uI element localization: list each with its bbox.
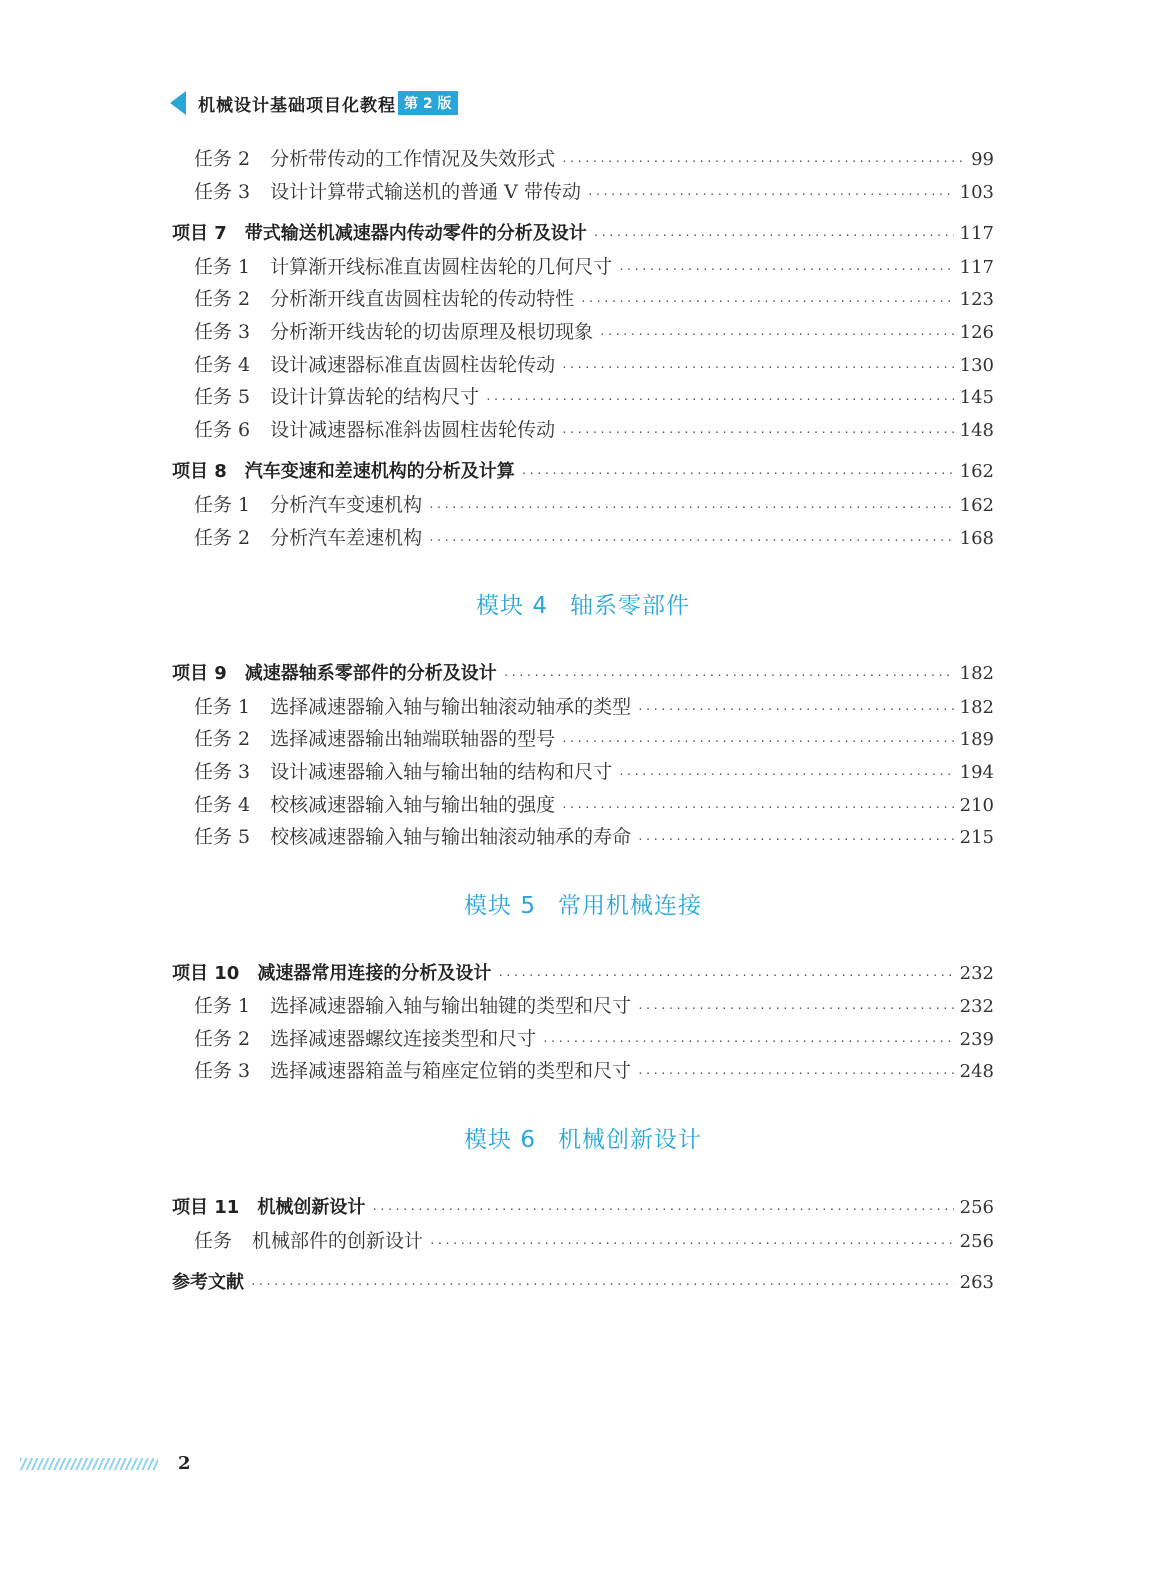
toc-entry-label: [194, 1023, 536, 1056]
toc-entry-number: 任务 2: [194, 148, 251, 170]
toc-task-entry[interactable]: [172, 691, 994, 724]
toc-entry-number: 任务 5: [194, 386, 251, 409]
toc-page-number: 117: [959, 223, 994, 245]
toc-task-entry[interactable]: [172, 522, 994, 555]
dot-leader: [637, 694, 953, 727]
toc-task-entry[interactable]: [172, 990, 994, 1023]
toc-entry-title: 汽车变速和差速机构的分析及计算: [244, 461, 515, 483]
toc-entry-title: 减速器轴系零部件的分析及设计: [244, 663, 497, 685]
toc-entry-label: [194, 1225, 423, 1258]
running-header: [170, 90, 458, 116]
toc-page-number: 256: [959, 1197, 994, 1219]
module-number: 模块 4: [476, 593, 548, 620]
toc-entry-title: 选择减速器输入轴与输出轴键的类型和尺寸: [270, 995, 632, 1018]
toc-entry-title: 设计减速器标准斜齿圆柱齿轮传动: [270, 418, 556, 441]
module-heading: [172, 864, 994, 948]
dot-leader: [561, 726, 953, 759]
toc-entry-label: [194, 489, 422, 522]
toc-task-entry[interactable]: [172, 283, 994, 316]
toc-entry-number: 任务 1: [194, 695, 251, 718]
toc-entry-number: 任务 6: [194, 418, 251, 441]
toc-entry-number: 项目 11: [172, 1197, 240, 1219]
toc-page-number: 232: [959, 962, 994, 984]
dot-leader: [503, 660, 954, 693]
toc-page-number: 182: [959, 663, 994, 685]
toc-entry-number: 任务 2: [194, 728, 251, 751]
toc-page-number: 168: [959, 527, 994, 549]
toc-page-number: 256: [959, 1230, 994, 1252]
module-heading: [172, 564, 994, 648]
toc-entry-label: [194, 176, 581, 209]
toc-entry-title: 选择减速器输出轴端联轴器的型号: [270, 728, 556, 751]
dot-leader: [593, 220, 954, 253]
dot-leader: [497, 960, 953, 993]
toc-entry-title: 分析渐开线齿轮的切齿原理及根切现象: [270, 320, 594, 343]
toc-task-entry[interactable]: [172, 316, 994, 349]
toc-page-number: 215: [959, 827, 994, 849]
toc-entry-number: 项目 8: [172, 461, 227, 483]
toc-task-entry[interactable]: [172, 723, 994, 756]
toc-entry-label: [194, 821, 631, 854]
toc-entry-title: 设计减速器标准直齿圆柱齿轮传动: [270, 353, 556, 376]
toc-page-number: 117: [959, 256, 994, 278]
toc-entry-title: 参考文献: [172, 1272, 244, 1294]
dot-leader: [587, 179, 954, 212]
toc-entry-label: [194, 522, 422, 555]
toc-entry-label: [194, 756, 612, 789]
toc-task-entry[interactable]: [172, 821, 994, 854]
toc-task-entry[interactable]: [172, 251, 994, 284]
toc-task-entry[interactable]: [172, 414, 994, 447]
toc-entry-label: [172, 958, 491, 991]
toc-entry-label: [194, 143, 555, 176]
toc-page-number: 182: [959, 696, 994, 718]
toc-entry-number: 任务 3: [194, 320, 251, 343]
dot-leader: [485, 384, 953, 417]
toc-entry-label: [194, 414, 555, 447]
toc-page-number: 162: [959, 461, 994, 483]
toc-project-entry[interactable]: [172, 658, 994, 691]
toc-entry-number: 任务 2: [194, 526, 251, 549]
toc-entry-label: [194, 723, 555, 756]
toc-task-entry[interactable]: [172, 381, 994, 414]
dot-leader: [637, 824, 953, 857]
toc-entry-label: [194, 789, 555, 822]
toc-entry-title: 分析汽车差速机构: [270, 526, 423, 549]
dot-leader: [637, 1058, 953, 1091]
dot-leader: [542, 1026, 953, 1059]
toc-entry-number: 任务 3: [194, 1060, 251, 1083]
toc-task-entry[interactable]: [172, 756, 994, 789]
toc-entry-label: [194, 1055, 631, 1088]
toc-task-entry[interactable]: [172, 143, 994, 176]
toc-task-entry[interactable]: [172, 1055, 994, 1088]
toc-entry-number: 项目 9: [172, 663, 227, 685]
toc-entry-label: [172, 1192, 365, 1225]
dot-leader: [618, 254, 953, 287]
dot-leader: [637, 993, 953, 1026]
toc-page-number: 99: [971, 149, 994, 170]
header-arrow-icon: [170, 91, 186, 115]
dot-leader: [428, 525, 953, 558]
toc-entry-title: 校核减速器输入轴与输出轴的强度: [270, 793, 556, 816]
toc-entry-label: [194, 283, 574, 316]
toc-page-number: 263: [959, 1272, 994, 1294]
toc-project-entry[interactable]: [172, 456, 994, 489]
toc-entry-label: [172, 1267, 244, 1300]
toc-task-entry[interactable]: [172, 489, 994, 522]
dot-leader: [561, 792, 953, 825]
module-number: 模块 5: [464, 892, 536, 919]
book-title: 机械设计基础项目化教程: [198, 95, 396, 116]
toc-entry-title: 选择减速器箱盖与箱座定位销的类型和尺寸: [270, 1060, 632, 1083]
toc-entry-title: 选择减速器螺纹连接类型和尺寸: [270, 1027, 537, 1050]
toc-entry-label: [172, 456, 515, 489]
toc-project-entry[interactable]: [172, 1192, 994, 1225]
toc-entry-label: [194, 316, 593, 349]
toc-entry-label: [194, 251, 612, 284]
toc-entry-label: [194, 990, 631, 1023]
toc-entry-number: 任务 2: [194, 1027, 251, 1050]
toc-task-entry[interactable]: [172, 1225, 994, 1258]
toc-page-number: 232: [959, 996, 994, 1018]
toc-page-number: 126: [959, 321, 994, 343]
edition-badge: 第 2 版: [398, 91, 458, 115]
toc-entry-number: 任务 1: [194, 493, 251, 516]
toc-entry-number: 任务 2: [194, 288, 251, 311]
toc-entry-title: 机械部件的创新设计: [252, 1229, 424, 1252]
toc-entry-number: 任务 4: [194, 353, 251, 376]
toc-task-entry[interactable]: [172, 176, 994, 209]
toc-entry-title: 分析汽车变速机构: [270, 493, 423, 516]
toc-entry-number: 任务 5: [194, 826, 251, 849]
footer-stripes-decoration: [20, 1458, 158, 1470]
toc-entry-number: 任务 3: [194, 760, 251, 783]
toc-page-number: 248: [959, 1061, 994, 1083]
toc-entry-number: 项目 10: [172, 962, 240, 984]
toc-project-entry[interactable]: [172, 1267, 994, 1300]
toc-entry-label: [172, 658, 497, 691]
toc-entry-label: [194, 691, 631, 724]
toc-entry-number: 任务 1: [194, 995, 251, 1018]
module-title: 常用机械连接: [557, 892, 702, 919]
dot-leader: [618, 759, 953, 792]
toc-page-number: 162: [959, 494, 994, 516]
module-heading: [172, 1098, 994, 1182]
toc-entry-title: 设计减速器输入轴与输出轴的结构和尺寸: [270, 760, 613, 783]
dot-leader: [561, 352, 953, 385]
toc-page-number: 145: [959, 387, 994, 409]
toc-task-entry[interactable]: [172, 789, 994, 822]
toc-entry-title: 设计计算齿轮的结构尺寸: [270, 386, 480, 409]
dot-leader: [580, 286, 953, 319]
toc-page-number: 239: [959, 1028, 994, 1050]
toc-page-number: 194: [959, 761, 994, 783]
dot-leader: [250, 1269, 954, 1302]
toc-project-entry[interactable]: [172, 218, 994, 251]
toc-task-entry[interactable]: [172, 1023, 994, 1056]
toc-entry-title: 分析渐开线直齿圆柱齿轮的传动特性: [270, 288, 575, 311]
toc-entry-number: 任务 3: [194, 180, 251, 203]
toc-entry-number: 任务 4: [194, 793, 251, 816]
toc-entry-number: 项目 7: [172, 223, 227, 245]
module-title: 机械创新设计: [557, 1127, 702, 1154]
toc-page-number: 130: [959, 354, 994, 376]
dot-leader: [599, 319, 953, 352]
page-footer: [20, 1453, 191, 1474]
toc-page-number: 210: [959, 794, 994, 816]
toc-entry-title: 减速器常用连接的分析及设计: [257, 962, 492, 984]
dot-leader: [371, 1194, 953, 1227]
toc-entry-title: 校核减速器输入轴与输出轴滚动轴承的寿命: [270, 826, 632, 849]
toc-entry-label: [172, 218, 587, 251]
toc-project-entry[interactable]: [172, 958, 994, 991]
toc-entry-title: 机械创新设计: [257, 1197, 366, 1219]
toc-entry-title: 分析带传动的工作情况及失效形式: [270, 148, 556, 170]
page-number: 2: [178, 1453, 191, 1474]
toc-entry-number: 任务: [194, 1229, 233, 1252]
toc-entry-label: [194, 381, 479, 414]
module-title: 轴系零部件: [569, 593, 690, 620]
toc-page-number: 123: [959, 289, 994, 311]
toc-entry-title: 设计计算带式输送机的普通 V 带传动: [270, 180, 581, 203]
toc-entry-label: [194, 349, 555, 382]
dot-leader: [521, 458, 954, 491]
toc-entry-number: 任务 1: [194, 255, 251, 278]
toc-entry-title: 选择减速器输入轴与输出轴滚动轴承的类型: [270, 695, 632, 718]
module-number: 模块 6: [464, 1127, 536, 1154]
table-of-contents: [172, 143, 994, 1300]
dot-leader: [561, 146, 965, 179]
toc-page-number: 148: [959, 419, 994, 441]
dot-leader: [428, 492, 953, 525]
dot-leader: [429, 1228, 954, 1261]
toc-page-number: 189: [959, 729, 994, 751]
toc-entry-title: 带式输送机减速器内传动零件的分析及设计: [244, 223, 587, 245]
toc-page-number: 103: [959, 181, 994, 203]
dot-leader: [561, 417, 953, 450]
toc-entry-title: 计算渐开线标准直齿圆柱齿轮的几何尺寸: [270, 255, 613, 278]
toc-task-entry[interactable]: [172, 349, 994, 382]
